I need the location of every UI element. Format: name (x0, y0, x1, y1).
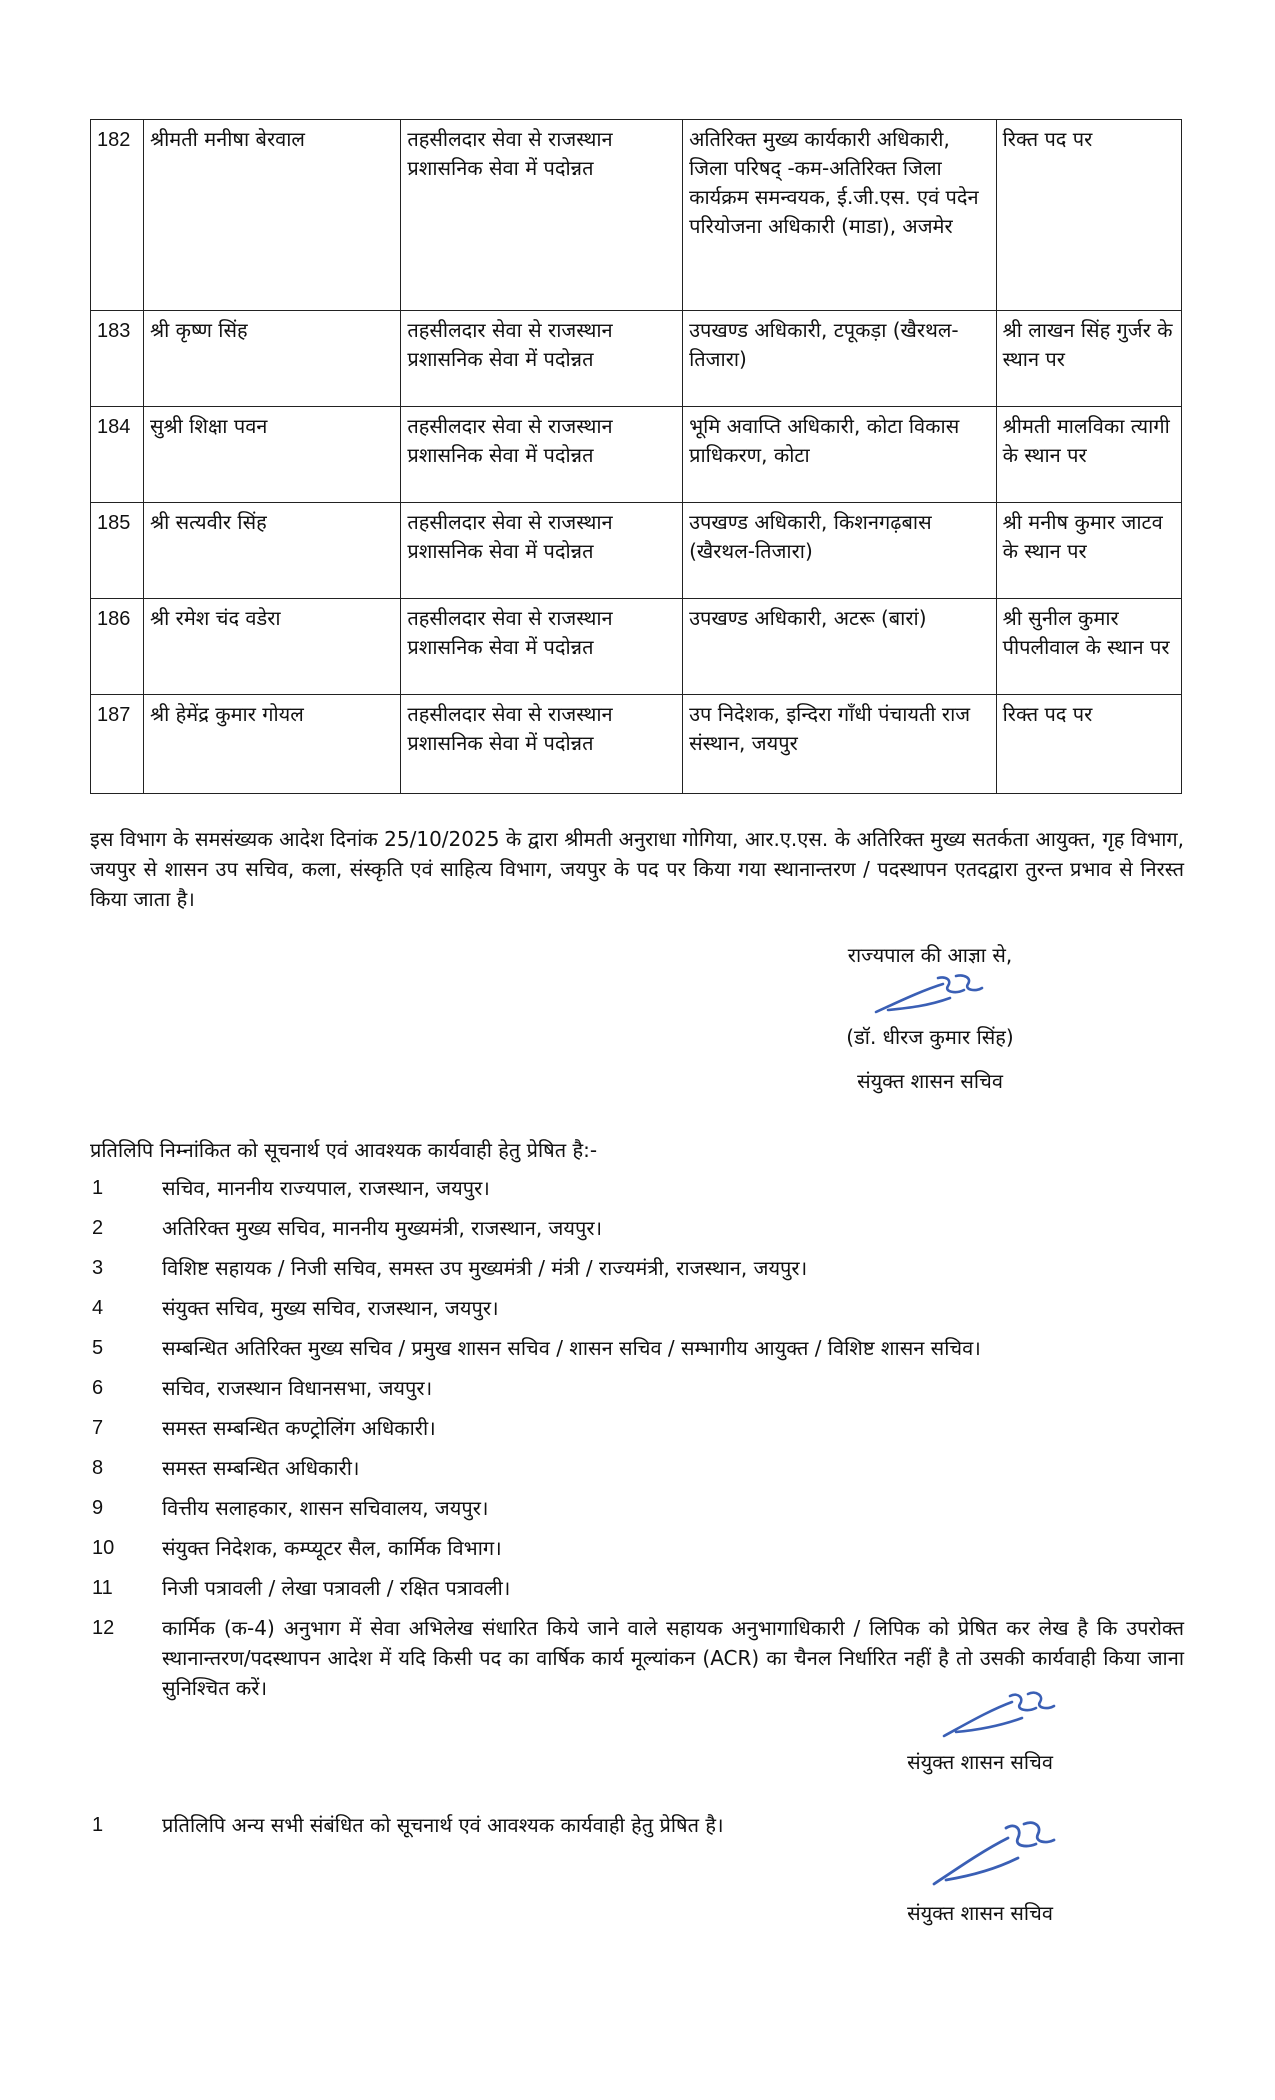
service-note: तहसीलदार सेवा से राजस्थान प्रशासनिक सेवा में पदोन्नत (401, 407, 683, 503)
officer-name: सुश्री शिक्षा पवन (143, 407, 400, 503)
list-text: सम्बन्धित अतिरिक्त मुख्य सचिव / प्रमुख शासन सचिव / शासन सचिव / सम्भागीय आयुक्त / विशिष्ट शासन सचिव। (162, 1336, 981, 1360)
posting-place: उपखण्ड अधिकारी, टपूकड़ा (खैरथल-तिजारा) (683, 311, 997, 407)
service-note: तहसीलदार सेवा से राजस्थान प्रशासनिक सेवा में पदोन्नत (401, 503, 683, 599)
remark: श्री लाखन सिंह गुर्जर के स्थान पर (996, 311, 1181, 407)
list-item (90, 1493, 1184, 1533)
list-item (90, 1373, 1184, 1413)
posting-place: अतिरिक्त मुख्य कार्यकारी अधिकारी, जिला परिषद् -कम-अतिरिक्त जिला कार्यक्रम समन्वयक, ई.जी.एस. एवं पदेन परियोजना अधिकारी (माडा), अजमेर (683, 120, 997, 311)
posting-place: उपखण्ड अधिकारी, अटरू (बारां) (683, 599, 997, 695)
remark: श्री मनीष कुमार जाटव के स्थान पर (996, 503, 1181, 599)
table-row (91, 407, 1182, 503)
list-text: सचिव, राजस्थान विधानसभा, जयपुर। (162, 1376, 433, 1400)
service-note: तहसीलदार सेवा से राजस्थान प्रशासनिक सेवा में पदोन्नत (401, 599, 683, 695)
signatory-designation: संयुक्त शासन सचिव (857, 1069, 1003, 1093)
list-text: समस्त सम्बन्धित अधिकारी। (162, 1456, 360, 1480)
list-item (90, 1573, 1184, 1613)
list-number: 9 (92, 1497, 104, 1519)
service-note: तहसीलदार सेवा से राजस्थान प्रशासनिक सेवा में पदोन्नत (401, 695, 683, 794)
list-item (90, 1253, 1184, 1293)
table-row (91, 599, 1182, 695)
table-row (91, 311, 1182, 407)
list-number: 8 (92, 1457, 104, 1479)
table-row (91, 503, 1182, 599)
posting-place: उप निदेशक, इन्दिरा गाँधी पंचायती राज संस्थान, जयपुर (683, 695, 997, 794)
posting-place: भूमि अवाप्ति अधिकारी, कोटा विकास प्राधिकरण, कोटा (683, 407, 997, 503)
serial-number: 182 (97, 129, 131, 151)
list-item (90, 1333, 1184, 1373)
list-text: निजी पत्रावली / लेखा पत्रावली / रक्षित पत्रावली। (162, 1576, 511, 1600)
list-number: 1 (92, 1814, 104, 1836)
list-item (90, 1293, 1184, 1333)
signature-image (938, 1688, 1058, 1744)
signature-image (928, 1818, 1058, 1892)
officer-name: श्री रमेश चंद वडेरा (143, 599, 400, 695)
list-text: संयुक्त सचिव, मुख्य सचिव, राजस्थान, जयपुर। (162, 1296, 499, 1320)
table-row (91, 120, 1182, 311)
serial-number: 185 (97, 512, 131, 534)
list-text: सचिव, माननीय राज्यपाल, राजस्थान, जयपुर। (162, 1176, 490, 1200)
signatory-designation: संयुक्त शासन सचिव (907, 1901, 1053, 1925)
list-text: विशिष्ट सहायक / निजी सचिव, समस्त उप मुख्यमंत्री / मंत्री / राज्यमंत्री, राजस्थान, जयपुर। (162, 1256, 808, 1280)
list-item (90, 1213, 1184, 1253)
list-text: अतिरिक्त मुख्य सचिव, माननीय मुख्यमंत्री, राजस्थान, जयपुर। (162, 1216, 603, 1240)
officer-name: श्री हेमेंद्र कुमार गोयल (143, 695, 400, 794)
order-authority-line: राज्यपाल की आज्ञा से, (847, 943, 1013, 967)
serial-number: 183 (97, 320, 131, 342)
copy-heading: प्रतिलिपि निम्नांकित को सूचनार्थ एवं आवश्यक कार्यवाही हेतु प्रेषित है:- (90, 1138, 598, 1162)
remark: रिक्त पद पर (996, 695, 1181, 794)
list-number: 3 (92, 1257, 104, 1279)
list-number: 7 (92, 1417, 104, 1439)
list-text: वित्तीय सलाहकार, शासन सचिवालय, जयपुर। (162, 1496, 489, 1520)
officer-name: श्री सत्यवीर सिंह (143, 503, 400, 599)
table-row (91, 695, 1182, 794)
list-text: संयुक्त निदेशक, कम्प्यूटर सैल, कार्मिक विभाग। (162, 1536, 502, 1560)
service-note: तहसीलदार सेवा से राजस्थान प्रशासनिक सेवा में पदोन्नत (401, 120, 683, 311)
list-number: 12 (92, 1617, 115, 1639)
remark: श्रीमती मालविका त्यागी के स्थान पर (996, 407, 1181, 503)
serial-number: 184 (97, 416, 131, 438)
list-number: 2 (92, 1217, 104, 1239)
signature-image (868, 972, 988, 1022)
serial-number: 187 (97, 704, 131, 726)
list-number: 6 (92, 1377, 104, 1399)
list-text: समस्त सम्बन्धित कण्ट्रोलिंग अधिकारी। (162, 1416, 436, 1440)
list-item (90, 1173, 1184, 1213)
officer-name: श्रीमती मनीषा बेरवाल (143, 120, 400, 311)
serial-number: 186 (97, 608, 131, 630)
list-number: 5 (92, 1337, 104, 1359)
list-text: प्रतिलिपि अन्य सभी संबंधित को सूचनार्थ एवं आवश्यक कार्यवाही हेतु प्रेषित है। (162, 1813, 724, 1837)
signatory-name: (डॉ. धीरज कुमार सिंह) (846, 1025, 1014, 1049)
list-number: 1 (92, 1177, 104, 1199)
list-item (90, 1533, 1184, 1573)
posting-place: उपखण्ड अधिकारी, किशनगढ़बास (खैरथल-तिजारा) (683, 503, 997, 599)
posting-table (90, 119, 1182, 794)
list-text: कार्मिक (क-4) अनुभाग में सेवा अभिलेख संधारित किये जाने वाले सहायक अनुभागाधिकारी / लिपिक को प्रेषित कर लेख है कि उपरोक्त स्थानान्तरण/पदस्थापन आदेश में यदि किसी पद का वार्षिक कार्य मूल्यांकन (ACR) का चैनल निर्धारित नहीं है तो उसकी कार्यवाही किया जाना सुनिश्चित करें। (162, 1616, 1184, 1700)
list-number: 11 (92, 1577, 113, 1599)
cancellation-paragraph: इस विभाग के समसंख्यक आदेश दिनांक 25/10/2025 के द्वारा श्रीमती अनुराधा गोगिया, आर.ए.एस. के अतिरिक्त मुख्य सतर्कता आयुक्त, गृह विभाग, जयपुर से शासन उप सचिव, कला, संस्कृति एवं साहित्य विभाग, जयपुर के पद पर किया गया स्थानान्तरण / पदस्थापन एतदद्वारा तुरन्त प्रभाव से निरस्त किया जाता है। (90, 827, 1184, 911)
list-number: 10 (92, 1537, 115, 1559)
list-item (90, 1453, 1184, 1493)
remark: श्री सुनील कुमार पीपलीवाल के स्थान पर (996, 599, 1181, 695)
remark: रिक्त पद पर (996, 120, 1181, 311)
copy-list (90, 1173, 1184, 1743)
signatory-designation: संयुक्त शासन सचिव (907, 1750, 1053, 1774)
service-note: तहसीलदार सेवा से राजस्थान प्रशासनिक सेवा में पदोन्नत (401, 311, 683, 407)
list-item (90, 1413, 1184, 1453)
list-number: 4 (92, 1297, 104, 1319)
officer-name: श्री कृष्ण सिंह (143, 311, 400, 407)
